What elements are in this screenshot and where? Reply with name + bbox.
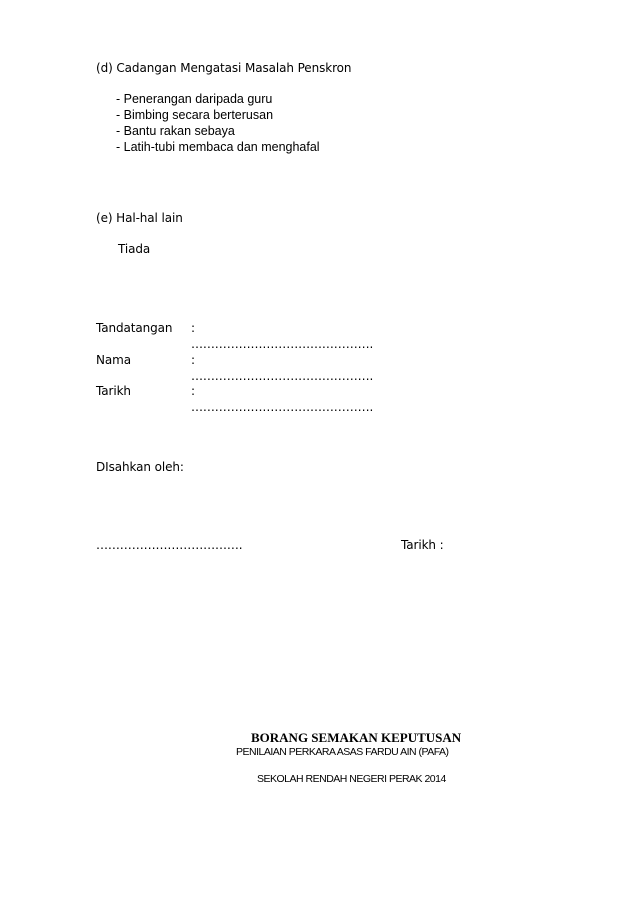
date-label: Tarikh bbox=[96, 384, 131, 398]
section-e-value: Tiada bbox=[118, 242, 151, 256]
date-line: : ………………………………………. bbox=[191, 384, 374, 414]
signature-label: Tandatangan bbox=[96, 321, 173, 335]
name-label: Nama bbox=[96, 353, 131, 367]
list-item: - Penerangan daripada guru bbox=[116, 92, 273, 106]
footer-school: SEKOLAH RENDAH NEGERI PERAK 2014 bbox=[257, 773, 446, 785]
verifier-date-label: Tarikh : bbox=[401, 538, 444, 552]
list-item: - Latih-tubi membaca dan menghafal bbox=[116, 140, 320, 154]
verified-by-label: DIsahkan oleh: bbox=[96, 460, 184, 474]
list-item: - Bimbing secara berterusan bbox=[116, 108, 274, 122]
section-d-title: (d) Cadangan Mengatasi Masalah Penskron bbox=[96, 61, 352, 75]
section-e-title: (e) Hal-hal lain bbox=[96, 211, 183, 225]
verifier-signature-line: ………………………………. bbox=[96, 538, 243, 552]
footer-title: BORANG SEMAKAN KEPUTUSAN bbox=[251, 730, 462, 745]
footer-subtitle: PENILAIAN PERKARA ASAS FARDU AIN (PAFA) bbox=[236, 746, 449, 758]
signature-line: : ………………………………………. bbox=[191, 321, 374, 351]
list-item: - Bantu rakan sebaya bbox=[116, 124, 235, 138]
suggestion-list bbox=[116, 91, 320, 155]
name-line: : ………………………………………. bbox=[191, 353, 374, 383]
